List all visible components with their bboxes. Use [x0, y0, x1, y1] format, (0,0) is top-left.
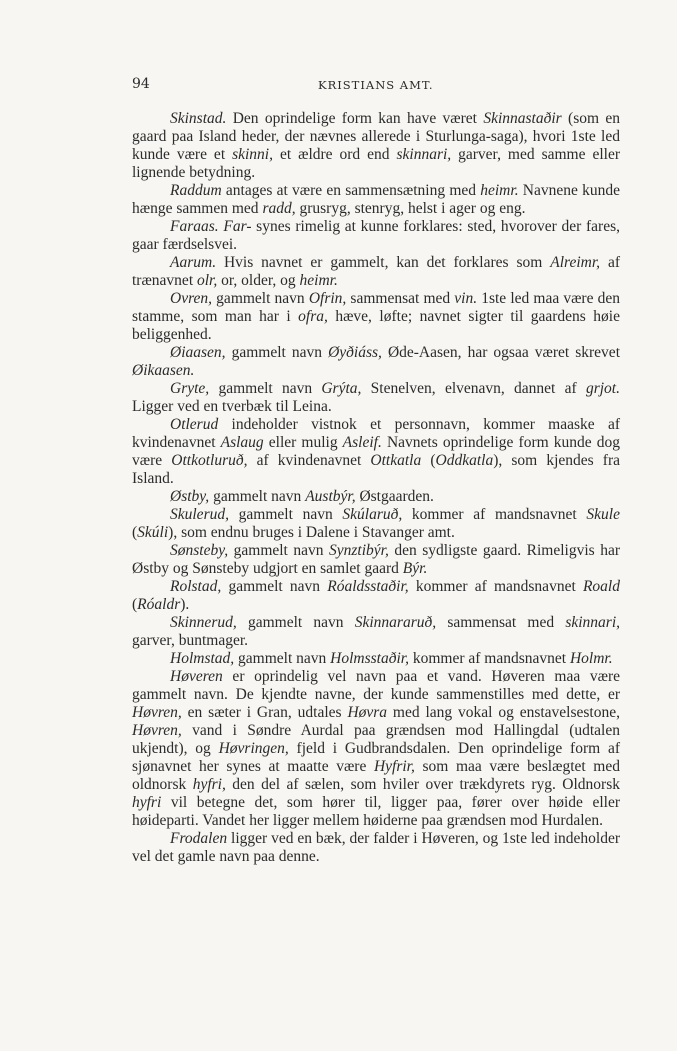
paragraph: [132, 578, 620, 614]
italic-term: Skule: [586, 506, 620, 523]
italic-term: Ottkotluruð,: [171, 452, 248, 469]
text-run: som maa være beslægtet med oldnorsk: [132, 758, 620, 793]
paragraph: [132, 380, 620, 416]
text-run: gammelt navn: [236, 614, 355, 631]
italic-term: Faraas.: [170, 218, 219, 235]
text-run: vil betegne det, som hører til, ligger paa, fører over høide eller høideparti. Vandet her ligger mellem høiderne paa grændsen mod Hurdalen.: [132, 794, 620, 829]
text-run: Navnets oprindelige form kunde dog være: [132, 434, 620, 469]
text-run: med lang vokal og enstavelsestone,: [387, 704, 620, 721]
text-run: gammelt navn: [221, 578, 328, 595]
italic-term: Synztibýr,: [329, 542, 389, 559]
text-run: ligger ved en bæk, der falder i Høveren, og 1ste led indeholder vel det gamle navn paa denne.: [132, 830, 620, 865]
text-run: hæve, løfte; navnet sigter til gaardens høie beliggenhed.: [132, 308, 620, 343]
italic-term: Holmr.: [569, 650, 613, 667]
paragraph: [132, 614, 620, 650]
text-run: 1ste led maa være den stamme, som man har i: [132, 290, 620, 325]
italic-term: Høvren,: [132, 722, 182, 739]
paragraph: [132, 668, 620, 830]
italic-term: Grýta,: [321, 380, 362, 397]
text-run: kommer af mandsnavnet: [408, 650, 570, 667]
text-run: indeholder vistnok et personnavn, kommer maaske af kvindenavnet: [132, 416, 620, 451]
text-run: grusryg, stenryg, helst i ager og eng.: [295, 200, 526, 217]
italic-term: Asleif.: [342, 434, 382, 451]
text-run: gammelt navn: [225, 344, 329, 361]
italic-term: Otlerud: [170, 416, 219, 433]
text-run: kommer af mandsnavnet: [408, 578, 583, 595]
italic-term: Skúlaruð,: [342, 506, 403, 523]
italic-term: Roald: [582, 578, 620, 595]
paragraph: [132, 506, 620, 542]
italic-term: Skinnerud,: [170, 614, 237, 631]
italic-term: Oddkatla: [435, 452, 494, 469]
italic-term: hyfri: [132, 794, 162, 811]
text-run: fjeld i Gudbrandsdalen. Den oprindelige form af sjønavnet her synes at maatte være: [132, 740, 620, 775]
italic-term: Høvringen,: [218, 740, 289, 757]
italic-term: heimr.: [299, 272, 338, 289]
text-run: vand i Søndre Aurdal paa grændsen mod Hallingdal (udtalen ukjendt), og: [132, 722, 620, 757]
italic-term: Frodalen: [170, 830, 228, 847]
italic-term: Skinnastaðir: [483, 110, 562, 127]
text-run: (: [421, 452, 436, 469]
text-run: Navnene kunde hænge sammen med: [132, 182, 620, 217]
paragraph: [132, 416, 620, 488]
text-run: en sæter i Gran, udtales: [181, 704, 348, 721]
paragraph: [132, 110, 620, 182]
text-run: gammelt navn: [228, 542, 330, 559]
text-run: (: [132, 596, 138, 613]
italic-term: Høveren: [170, 668, 223, 685]
text-run: (som en gaard paa Island heder, der nævnes allerede i Sturlunga-saga), hvori 1ste led kunde være et: [132, 110, 620, 163]
text-run: den del af sælen, som hviler over trækdyrets ryg. Oldnorsk: [225, 776, 621, 793]
text-run: sammensat med: [436, 614, 566, 631]
paragraph: [132, 488, 620, 506]
paragraph: [132, 218, 620, 254]
italic-term: Aslaug: [220, 434, 264, 451]
text-run: er oprindelig vel navn paa et vand. Høveren maa være gammelt navn. De kjendte navne, der kunde sammenstilles med dette, er: [132, 668, 620, 703]
italic-term: Holmstad,: [170, 650, 235, 667]
text-run: af trænavnet: [132, 254, 620, 289]
italic-term: Róaldr: [137, 596, 181, 613]
italic-term: heimr.: [480, 182, 519, 199]
text-run: et ældre ord end: [273, 146, 397, 163]
text-run: gammelt navn: [228, 506, 343, 523]
italic-term: vin.: [454, 290, 478, 307]
text-run: gammelt navn: [209, 380, 322, 397]
italic-term: Róaldsstaðir,: [327, 578, 409, 595]
text-run: ).: [180, 596, 190, 613]
paragraph: [132, 830, 620, 866]
text-run: gammelt navn: [234, 650, 331, 667]
paragraph: [132, 542, 620, 578]
body-text: [132, 110, 620, 866]
italic-term: Skúli: [137, 524, 169, 541]
running-title: KRISTIANS AMT.: [318, 78, 434, 92]
italic-term: Høvra: [347, 704, 388, 721]
text-run: den sydligste gaard. Rimeligvis har Østby og Sønsteby udgjort en samlet gaard: [132, 542, 620, 577]
italic-term: grjot.: [585, 380, 620, 397]
italic-term: skinni,: [232, 146, 273, 163]
text-run: gammelt navn: [212, 290, 309, 307]
paragraph: [132, 650, 620, 668]
text-run: ), som kjendes fra Island.: [132, 452, 620, 487]
italic-term: skinnari,: [565, 614, 620, 631]
italic-term: Far-: [223, 218, 252, 235]
text-run: gammelt navn: [209, 488, 306, 505]
text-run: Østgaarden.: [355, 488, 434, 505]
italic-term: radd,: [262, 200, 296, 217]
text-run: (: [132, 524, 138, 541]
text-run: Stenelven, elvenavn, dannet af: [361, 380, 586, 397]
italic-term: Sønsteby,: [170, 542, 229, 559]
text-run: ), som endnu bruges i Dalene i Stavanger amt.: [168, 524, 455, 541]
italic-term: Ovren,: [170, 290, 213, 307]
italic-term: Skinnararuð,: [354, 614, 437, 631]
page-header: [132, 76, 620, 96]
italic-term: hyfri,: [192, 776, 226, 793]
italic-term: Hyfrir,: [373, 758, 415, 775]
text-run: Den oprindelige form kan have været: [226, 110, 484, 127]
italic-term: Holmsstaðir,: [330, 650, 409, 667]
italic-term: Skinstad.: [170, 110, 227, 127]
italic-term: Býr.: [402, 560, 428, 577]
italic-term: Ofrin,: [308, 290, 347, 307]
text-run: af kvindenavnet: [247, 452, 371, 469]
text-run: antages at være en sammensætning med: [221, 182, 481, 199]
text-run: or, older, og: [217, 272, 300, 289]
paragraph: [132, 290, 620, 344]
text-run: Ligger ved en tverbæk til Leina.: [132, 398, 332, 415]
text-run: garver, buntmager.: [132, 632, 249, 649]
italic-term: Gryte,: [170, 380, 210, 397]
italic-term: Øikaasen.: [132, 362, 195, 379]
text-run: synes rimelig at kunne forklares: sted, hvorover der fares, gaar færdselsvei.: [132, 218, 620, 253]
italic-term: Aarum.: [170, 254, 217, 271]
text-run: sammensat med: [346, 290, 455, 307]
italic-term: Øyðiáss,: [328, 344, 382, 361]
italic-term: Høvren,: [132, 704, 182, 721]
italic-term: Raddum: [170, 182, 222, 199]
italic-term: Østby,: [170, 488, 210, 505]
text-run: Øde-Aasen, har ogsaa været skrevet: [381, 344, 620, 361]
italic-term: ofra,: [298, 308, 328, 325]
text-run: garver, med samme eller lignende betydning.: [132, 146, 620, 181]
italic-term: skinnari,: [396, 146, 452, 163]
paragraph: [132, 182, 620, 218]
italic-term: Austbýr,: [305, 488, 356, 505]
italic-term: Skulerud,: [170, 506, 229, 523]
paragraph: [132, 344, 620, 380]
page-number: 94: [132, 76, 150, 92]
text-run: kommer af mandsnavnet: [402, 506, 587, 523]
italic-term: Alreimr,: [550, 254, 601, 271]
italic-term: Ottkatla: [370, 452, 422, 469]
italic-term: olr,: [197, 272, 218, 289]
italic-term: Øiaasen,: [170, 344, 226, 361]
text-run: Hvis navnet er gammelt, kan det forklares som: [216, 254, 551, 271]
paragraph: [132, 254, 620, 290]
italic-term: Rolstad,: [170, 578, 222, 595]
text-run: eller mulig: [263, 434, 343, 451]
